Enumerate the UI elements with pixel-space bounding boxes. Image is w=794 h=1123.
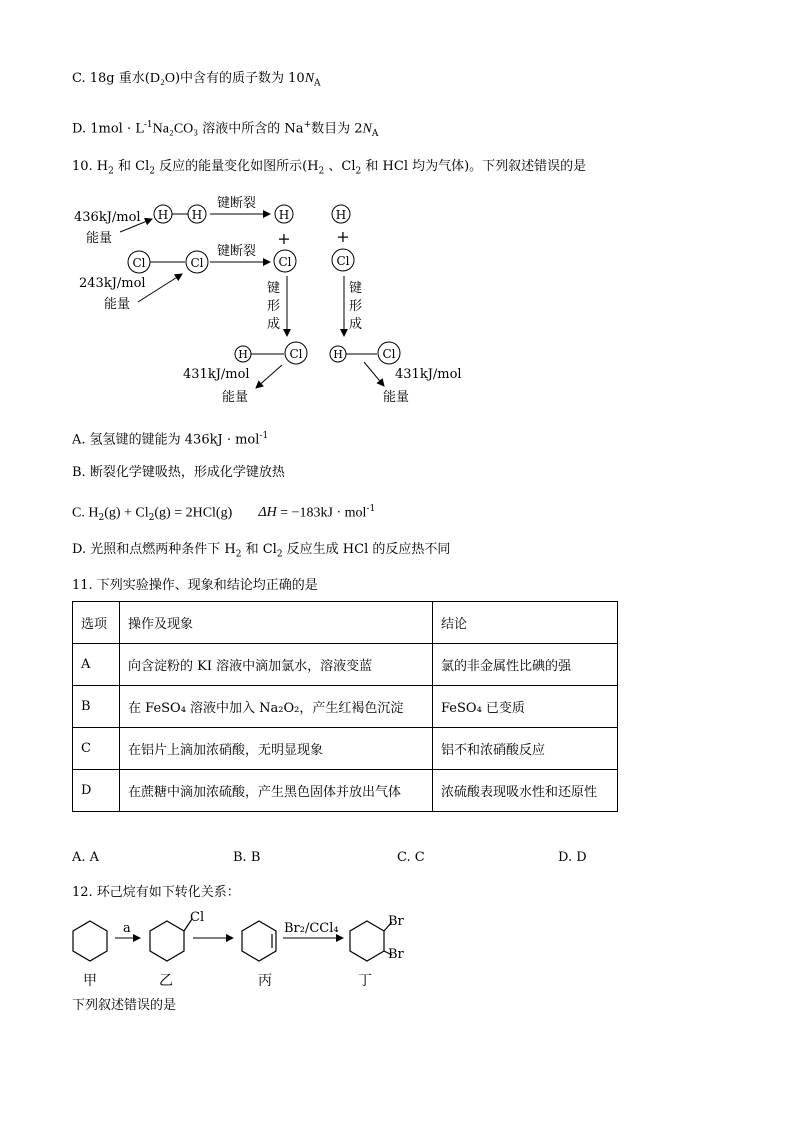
q10-c-prefix: C. H bbox=[72, 505, 99, 521]
row-a-conclusion: 氯的非金属性比碘的强 bbox=[433, 644, 618, 686]
plus-2: + bbox=[336, 227, 350, 246]
q10-c-mid2: (g) = 2HCl(g) bbox=[154, 505, 233, 521]
q10-stem-mid1: 和 Cl bbox=[113, 159, 150, 174]
q10-c-val: = −183kJ · mol bbox=[276, 505, 367, 521]
row-c-option: C bbox=[73, 728, 120, 770]
q10-stem-sub4: 2 bbox=[355, 166, 362, 177]
q11-option-c: C. C bbox=[397, 850, 425, 865]
q9-d-sup2: + bbox=[303, 120, 312, 130]
energy-431-label-1: 431kJ/mol bbox=[183, 367, 250, 382]
q10-stem-sub3: 2 bbox=[318, 166, 325, 177]
energy-431-word-1: 能量 bbox=[222, 390, 249, 405]
form-2-char-3: 成 bbox=[349, 317, 363, 332]
q11-option-b: B. B bbox=[233, 850, 261, 865]
q10-d-sub1: 2 bbox=[235, 549, 242, 560]
hh-break-label: 键断裂 bbox=[217, 196, 257, 211]
header-conclusion: 结论 bbox=[433, 602, 618, 644]
q9-d-sup: -1 bbox=[143, 120, 153, 130]
row-d-conclusion: 浓硫酸表现吸水性和还原性 bbox=[433, 770, 618, 812]
energy-431-label-2: 431kJ/mol bbox=[395, 367, 462, 382]
form-2-char-1: 键 bbox=[349, 281, 363, 296]
q12-tail: 下列叙述错误的是 bbox=[72, 998, 177, 1013]
q10-d-tail: 反应生成 HCl 的反应热不同 bbox=[282, 542, 451, 557]
q10-a-sup: -1 bbox=[259, 431, 269, 441]
q10-stem-sub1: 2 bbox=[108, 166, 114, 177]
hcl2-cl-label: Cl bbox=[382, 347, 396, 361]
br-label-2: Br bbox=[388, 947, 404, 962]
header-operation: 操作及现象 bbox=[120, 602, 433, 644]
cl-atom-3-label: Cl bbox=[278, 255, 292, 269]
cl-atom-1-label: Cl bbox=[132, 256, 146, 270]
q9-d-prefix: D. 1mol · L bbox=[72, 121, 144, 137]
q10-stem-mid2: 反应的能量变化如图所示(H bbox=[155, 159, 319, 174]
chlorocyclohexane-yi bbox=[150, 921, 184, 961]
q10-c-sup: -1 bbox=[366, 504, 376, 514]
q10-a-prefix: A. 氢氢键的键能为 436kJ · mol bbox=[72, 432, 260, 448]
h-atom-4-label: H bbox=[335, 208, 347, 222]
q9-d-suffix: 数目为 2 bbox=[311, 121, 363, 137]
name-jia: 甲 bbox=[83, 973, 97, 989]
q9-d-formula: Na₂CO₃ bbox=[152, 121, 199, 137]
q10-c-sub2: 2 bbox=[148, 512, 155, 523]
energy-243-word: 能量 bbox=[104, 297, 131, 312]
hcl1-h-label: H bbox=[238, 348, 248, 361]
q9-c-formula: D₂O bbox=[149, 71, 175, 86]
q10-c-dh: ΔH bbox=[258, 505, 277, 521]
row-a-option: A bbox=[73, 644, 120, 686]
q10-c-mid: (g) + Cl bbox=[104, 505, 149, 521]
q10-d-prefix: D. 光照和点燃两种条件下 H bbox=[72, 542, 236, 557]
q10-d-mid: 和 Cl bbox=[241, 542, 277, 557]
cyclohexene-bing bbox=[242, 921, 276, 961]
cl-atom-2-label: Cl bbox=[190, 256, 204, 270]
q11-option-a: A. A bbox=[72, 850, 100, 865]
hcl1-cl-label: Cl bbox=[289, 347, 303, 361]
q10-d-sub2: 2 bbox=[276, 549, 283, 560]
q11-stem: 11. 下列实验操作、现象和结论均正确的是 bbox=[72, 578, 318, 593]
row-b-operation: 在 FeSO₄ 溶液中加入 Na₂O₂，产生红褐色沉淀 bbox=[120, 686, 433, 728]
cl-atom-4-label: Cl bbox=[336, 254, 350, 268]
name-bing: 丙 bbox=[258, 973, 272, 989]
name-yi: 乙 bbox=[159, 973, 173, 989]
row-c-conclusion: 铝不和浓硝酸反应 bbox=[433, 728, 618, 770]
q10-stem-prefix: 10. H bbox=[72, 159, 109, 174]
q9-d-n: N bbox=[362, 121, 372, 137]
h-atom-2-label: H bbox=[191, 208, 203, 222]
form-1-char-3: 成 bbox=[267, 317, 281, 332]
q10-c-sub1: 2 bbox=[98, 512, 105, 523]
reagent-br2: Br₂/CCl₄ bbox=[284, 921, 339, 936]
form-2-char-2: 形 bbox=[349, 299, 363, 314]
row-b-conclusion: FeSO₄ 已变质 bbox=[433, 686, 618, 728]
q10-option-b: B. 断裂化学键吸热，形成化学键放热 bbox=[72, 465, 285, 480]
form-1-char-1: 键 bbox=[267, 281, 281, 296]
q9-c-prefix: C. 18g 重水( bbox=[72, 71, 150, 86]
reagent-a: a bbox=[123, 921, 131, 936]
h-atom-1-label: H bbox=[157, 208, 169, 222]
cl-label: Cl bbox=[190, 910, 205, 925]
q9-d-sub: A bbox=[371, 128, 379, 139]
q10-stem-sub2: 2 bbox=[149, 166, 155, 177]
energy-436-label: 436kJ/mol bbox=[74, 210, 141, 225]
row-d-option: D bbox=[73, 770, 120, 812]
row-a-operation: 向含淀粉的 KI 溶液中滴加氯水，溶液变蓝 bbox=[120, 644, 433, 686]
q12-stem: 12. 环己烷有如下转化关系： bbox=[72, 885, 240, 900]
q9-c-n: N bbox=[304, 71, 315, 86]
name-ding: 丁 bbox=[358, 973, 372, 989]
energy-431-word-2: 能量 bbox=[383, 390, 410, 405]
q9-d-mid: 溶液中所含的 Na bbox=[198, 121, 304, 137]
row-b-option: B bbox=[73, 686, 120, 728]
row-c-operation: 在铝片上滴加浓硝酸，无明显现象 bbox=[120, 728, 433, 770]
row-d-operation: 在蔗糖中滴加浓硫酸，产生黑色固体并放出气体 bbox=[120, 770, 433, 812]
plus-1: + bbox=[277, 229, 291, 248]
q10-stem-mid3: 、Cl bbox=[324, 159, 356, 174]
energy-243-label: 243kJ/mol bbox=[79, 276, 146, 291]
header-option: 选项 bbox=[73, 602, 120, 644]
hcl2-h-label: H bbox=[333, 348, 343, 361]
clcl-break-label: 键断裂 bbox=[217, 244, 257, 259]
q11-option-d: D. D bbox=[558, 850, 587, 865]
form-1-char-2: 形 bbox=[267, 299, 281, 314]
energy-436-word: 能量 bbox=[86, 231, 113, 246]
br-label-1: Br bbox=[388, 914, 404, 929]
q9-c-sub: A bbox=[314, 78, 321, 89]
dibromocyclohexane-ding bbox=[350, 921, 384, 961]
cyclohexane-jia bbox=[73, 921, 107, 961]
q9-c-suffix: )中含有的质子数为 10 bbox=[174, 71, 305, 86]
q10-stem-tail: 和 HCl 均为气体)。下列叙述错误的是 bbox=[361, 159, 587, 174]
h-atom-3-label: H bbox=[278, 208, 290, 222]
